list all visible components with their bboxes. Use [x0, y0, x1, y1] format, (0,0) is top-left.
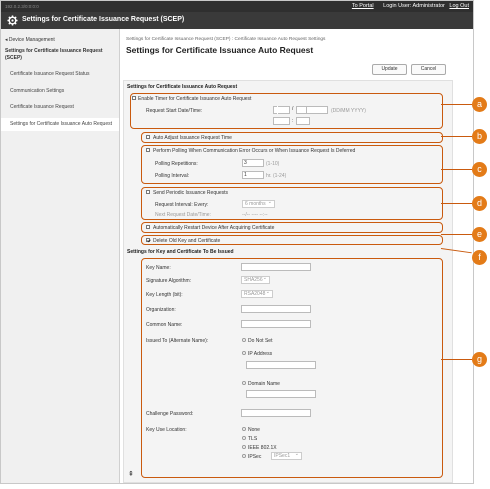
issued-to-label: Issued To (Alternate Name): — [146, 338, 209, 344]
key-section-title: Settings for Key and Certificate To Be Issued — [127, 249, 234, 255]
polling-label: Perform Polling When Communication Error Occurs or When Issuance Request Is Deferred — [153, 148, 356, 154]
main-content — [120, 29, 473, 483]
ipsec-policy-select[interactable]: IPSec1 ⌄ — [271, 452, 302, 460]
polling-repetitions-hint: (1-10) — [266, 161, 280, 167]
to-portal-link[interactable]: To Portal — [351, 3, 374, 9]
restart-checkbox[interactable] — [146, 225, 150, 229]
organization-label: Organization: — [146, 307, 176, 313]
key-use-tls-label: TLS — [248, 436, 258, 442]
domain-name-label: Domain Name — [248, 381, 280, 387]
sig-alg-label: Signature Algorithm: — [146, 278, 192, 284]
auto-adjust-label: Auto Adjust Issuance Request Time — [153, 135, 232, 141]
callout-badge-a: a — [472, 97, 487, 112]
app-title: Settings for Certificate Issuance Request (SCEP) — [22, 16, 185, 23]
settings-panel — [123, 80, 453, 483]
key-length-label: Key Length (bit): — [146, 292, 183, 298]
callout-badge-b: b — [472, 129, 487, 144]
next-request-value: --/-- ---- --:-- — [242, 212, 268, 218]
polling-interval-input[interactable]: 1 — [242, 171, 264, 179]
challenge-password-label: Challenge Password: — [146, 411, 194, 417]
next-request-label: Next Request Date/Time: — [155, 212, 211, 218]
start-day-input[interactable] — [273, 106, 290, 114]
common-name-input[interactable] — [241, 320, 311, 328]
restart-label: Automatically Restart Device After Acquiring Certificate — [153, 225, 275, 231]
gear-icon — [7, 15, 18, 26]
organization-input[interactable] — [241, 305, 311, 313]
request-interval-select[interactable]: 6 months ⌄ — [242, 200, 275, 208]
do-not-set-label: Do Not Set — [248, 338, 273, 344]
ip-address-label: IP Address — [248, 351, 273, 357]
callout-badge-c: c — [472, 162, 487, 177]
callout-leader-c — [441, 169, 472, 170]
back-arrow-icon: ◂ — [5, 37, 9, 43]
auto-adjust-checkbox[interactable] — [146, 135, 150, 139]
start-hour-input[interactable] — [273, 117, 290, 125]
auto-request-section-title: Settings for Certificate Issuance Auto Request — [127, 84, 238, 90]
polling-interval-label: Polling Interval: — [155, 173, 190, 179]
date-separator: / — [292, 106, 294, 112]
request-interval-label: Request Interval: Every: — [155, 202, 209, 208]
spacer — [277, 106, 278, 114]
polling-repetitions-label: Polling Repetitions: — [155, 161, 198, 167]
delete-old-checkbox[interactable] — [146, 238, 150, 242]
callout-leader-d — [441, 203, 472, 204]
date-format-hint: (DD/MM YYYY) — [331, 108, 366, 114]
start-date-label: Request Start Date/Time: — [146, 108, 203, 114]
top-bar — [1, 1, 473, 12]
callout-leader-b — [441, 136, 472, 137]
domain-name-input[interactable] — [246, 390, 316, 398]
sig-alg-select[interactable]: SHA256 ⌄ — [241, 276, 270, 284]
key-use-ipsec-label: IPSec — [248, 454, 262, 460]
key-use-tls-radio[interactable] — [242, 436, 246, 440]
sidebar-item-communication[interactable]: Communication Settings — [10, 88, 65, 94]
key-use-none-radio[interactable] — [242, 427, 246, 431]
update-button[interactable]: Update — [372, 64, 407, 75]
callout-badge-e: e — [472, 227, 487, 242]
start-minute-input[interactable] — [296, 117, 310, 125]
device-address: 192.0.2.3/0:0:0:0 — [5, 4, 39, 9]
ip-address-input[interactable] — [246, 361, 316, 369]
key-use-ieee-label: IEEE 802.1X — [248, 445, 277, 451]
callout-badge-g: g — [472, 352, 487, 367]
polling-checkbox[interactable] — [146, 148, 150, 152]
callout-leader-a — [441, 104, 472, 105]
challenge-password-input[interactable] — [241, 409, 311, 417]
logout-link[interactable]: Log Out — [449, 3, 469, 9]
key-length-select[interactable]: RSA2048 ⌄ — [241, 290, 273, 298]
domain-name-radio[interactable] — [242, 381, 246, 385]
callout-leader-g — [441, 359, 472, 360]
do-not-set-radio[interactable] — [242, 338, 246, 342]
enable-timer-label: Enable Timer for Certificate Issuance Auto Request — [138, 96, 252, 102]
start-year-input[interactable] — [306, 106, 328, 114]
periodic-label: Send Periodic Issuance Requests — [153, 190, 229, 196]
back-to-top-icon[interactable]: ⇞ — [128, 471, 134, 478]
key-use-none-label: None — [248, 427, 260, 433]
key-use-label: Key Use Location: — [146, 427, 187, 433]
callout-leader-e — [441, 234, 472, 235]
polling-interval-hint: hr. (1-24) — [266, 173, 287, 179]
breadcrumb: Settings for Certificate Issuance Request (SCEP) : Certificate Issuance Auto Request Settings — [126, 37, 326, 42]
page-title: Settings for Certificate Issuance Auto Request — [126, 45, 314, 55]
key-use-ieee-radio[interactable] — [242, 445, 246, 449]
key-name-label: Key Name: — [146, 265, 171, 271]
sidebar-item-issuance-request[interactable]: Certificate Issuance Request — [10, 104, 74, 110]
sidebar-heading: Settings for Certificate Issuance Request (SCEP) — [5, 48, 103, 61]
cancel-button[interactable]: Cancel — [411, 64, 446, 75]
callout-badge-d: d — [472, 196, 487, 211]
delete-old-label: Delete Old Key and Certificate — [153, 238, 221, 244]
sidebar-item-auto-request[interactable]: Settings for Certificate Issuance Auto Request — [1, 118, 119, 131]
periodic-checkbox[interactable] — [146, 190, 150, 194]
callout-badge-f: f — [472, 250, 487, 265]
sidebar-item-request-status[interactable]: Certificate Issuance Request Status — [10, 71, 90, 77]
login-user-label: Login User: Administrator — [383, 3, 445, 9]
title-bar — [1, 12, 473, 29]
back-to-device-management[interactable]: ◂ Device Management — [5, 37, 55, 43]
ip-address-radio[interactable] — [242, 351, 246, 355]
common-name-label: Common Name: — [146, 322, 183, 328]
polling-repetitions-input[interactable]: 3 — [242, 159, 264, 167]
enable-timer-checkbox[interactable] — [132, 96, 136, 100]
sidebar — [1, 29, 120, 483]
time-separator: : — [292, 118, 294, 124]
key-use-ipsec-radio[interactable] — [242, 454, 246, 458]
key-name-input[interactable] — [241, 263, 311, 271]
